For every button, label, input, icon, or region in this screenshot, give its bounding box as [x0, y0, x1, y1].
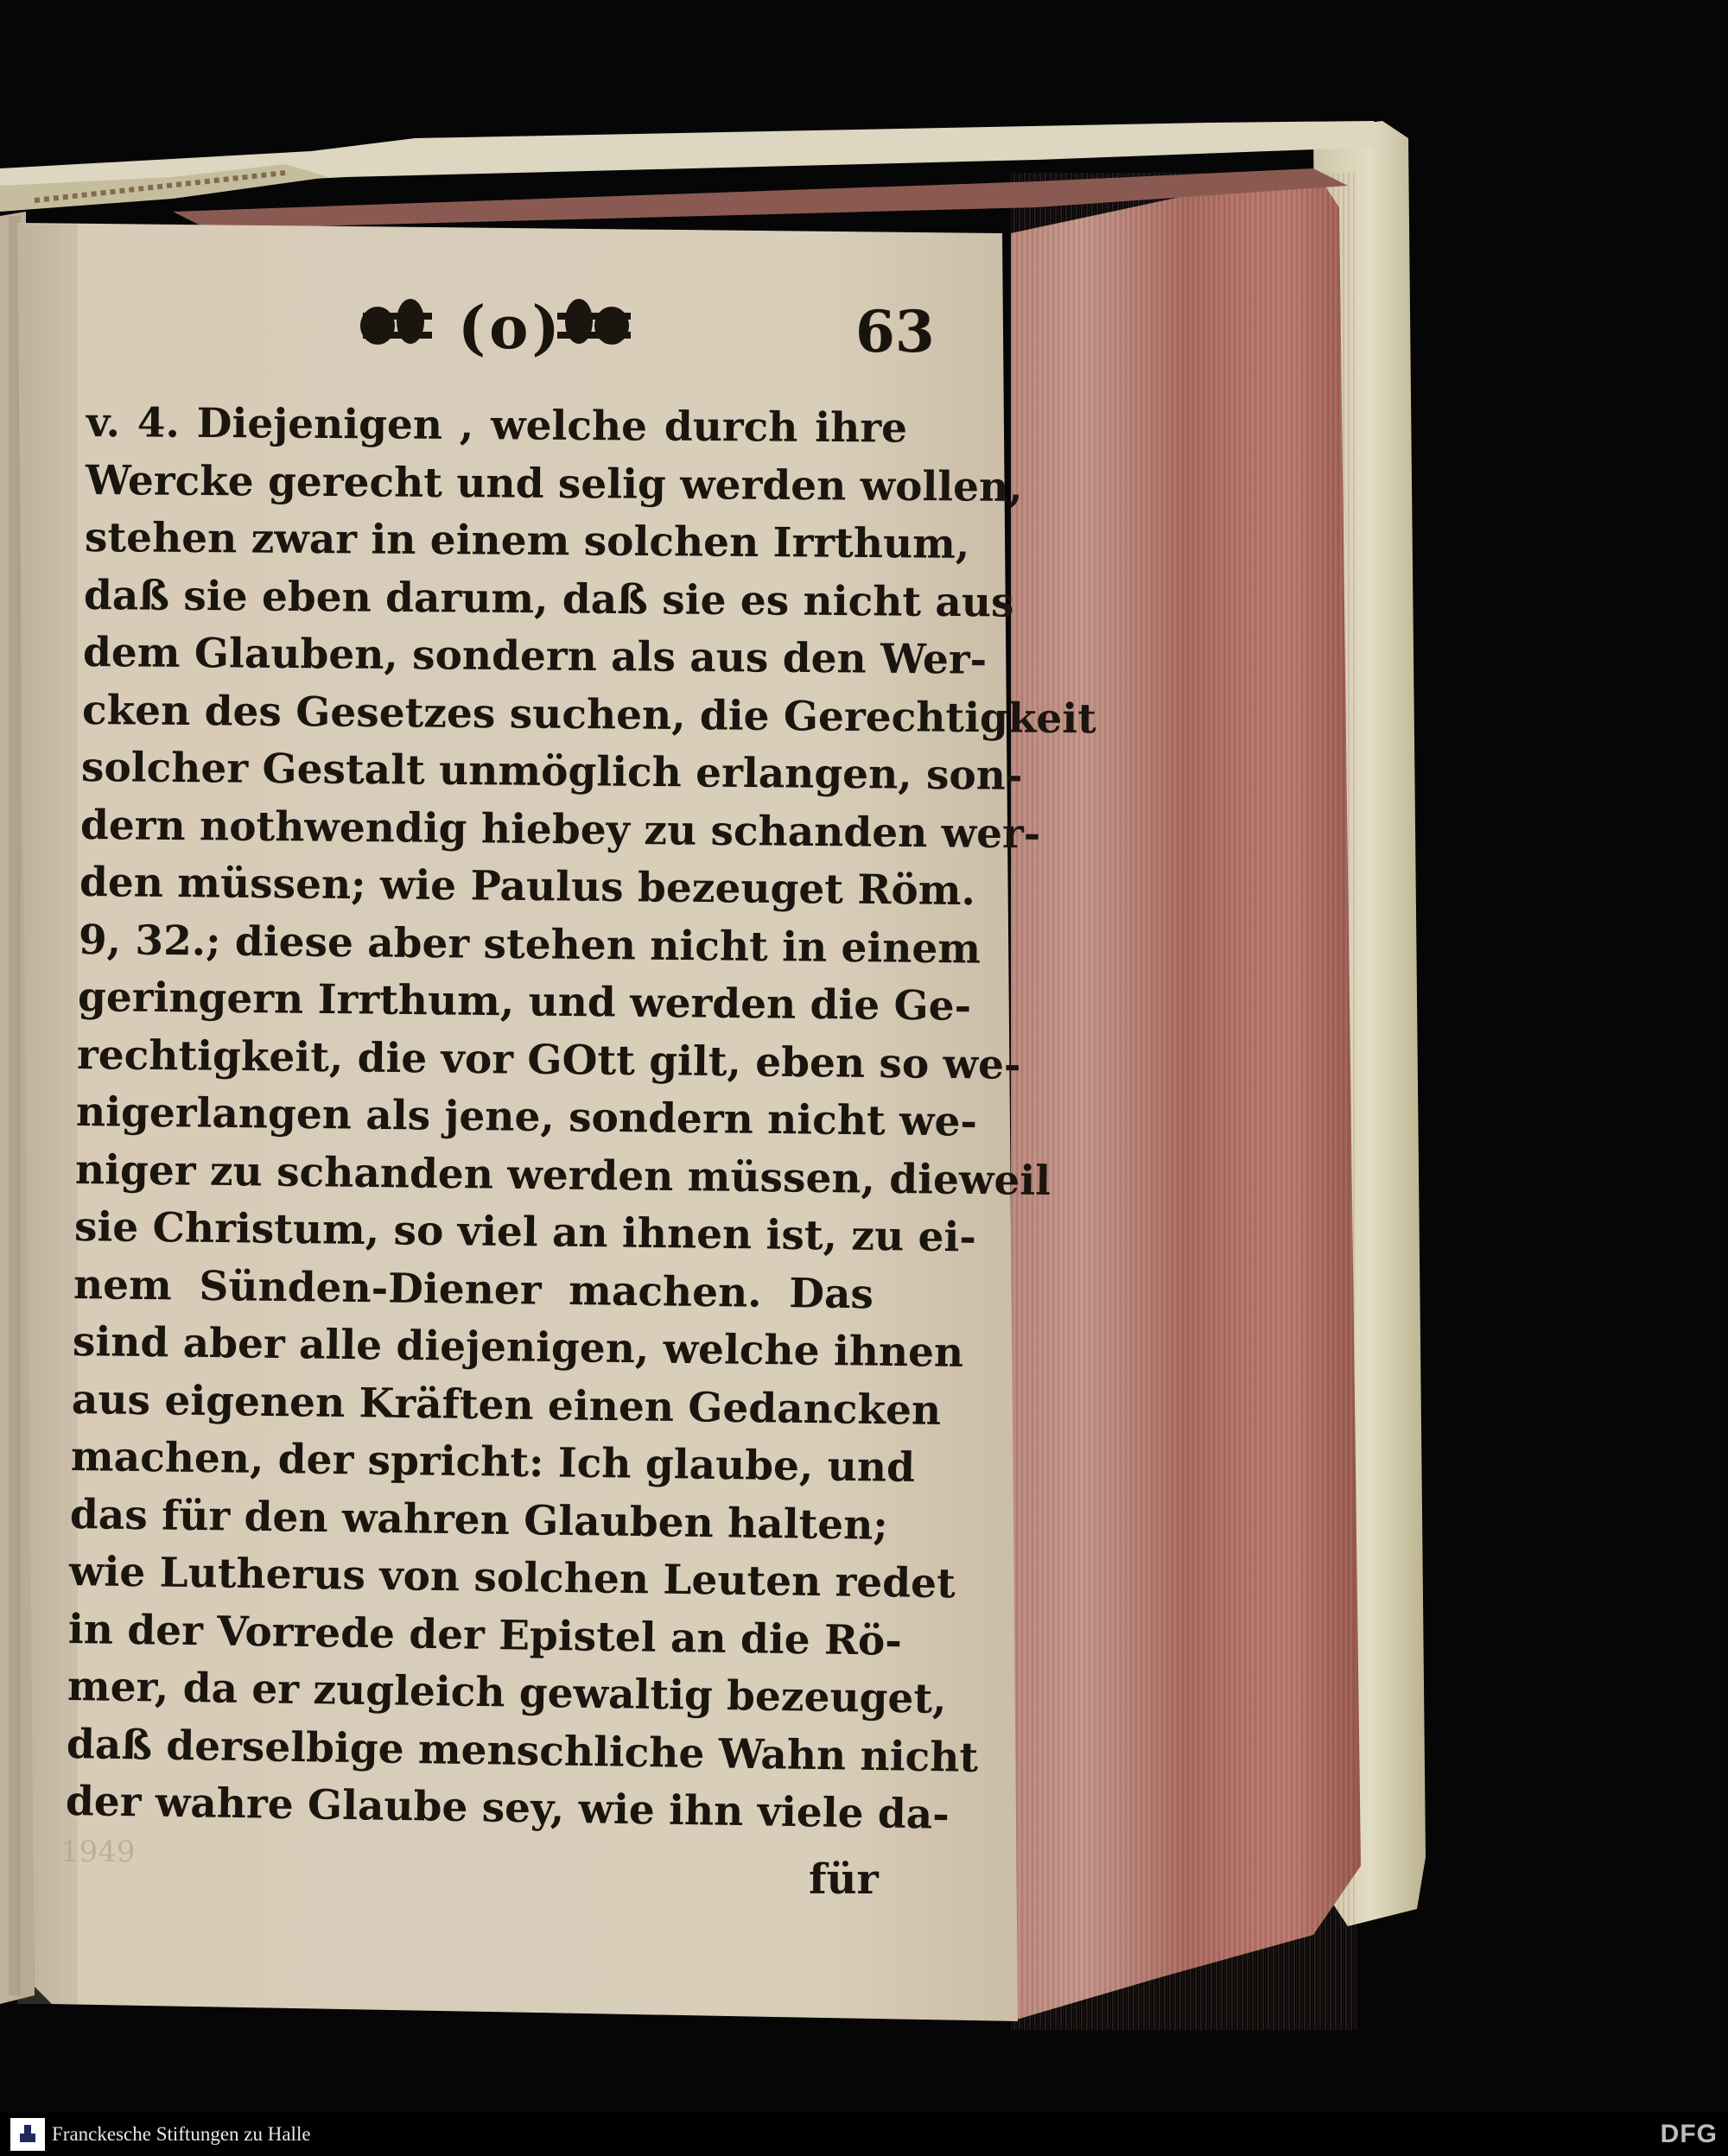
text-line: sind aber alle diejenigen, welche ihnen — [72, 1318, 964, 1377]
text-line: cken des Gesetzes suchen, die Gerechtigkeit — [81, 686, 1097, 743]
text-line: rechtigkeit, die vor GOtt gilt, eben so we- — [76, 1030, 1021, 1089]
text-line: in der Vorrede der Epistel an die Rö- — [67, 1605, 903, 1665]
franckesche-stiftungen-logo-icon — [10, 2118, 45, 2151]
text-line: machen, der spricht: Ich glaube, und — [70, 1433, 916, 1492]
text-line: solcher Gestalt unmöglich erlangen, son- — [80, 744, 1023, 800]
text-line: der wahre Glaube sey, wie ihn viele da- — [65, 1778, 950, 1839]
text-line: Wercke gerecht und selig werden wollen, — [85, 456, 1023, 511]
text-line: aus eigenen Kräften einen Gedancken — [71, 1375, 942, 1435]
text-line: daß derselbige menschliche Wahn nicht — [66, 1720, 979, 1782]
text-line: nigerlangen als jene, sondern nicht we- — [75, 1088, 978, 1146]
page-number: 63 — [855, 298, 935, 365]
text-line: mer, da er zugleich gewaltig bezeuget, — [67, 1663, 947, 1723]
text-line: v. 4. Diejenigen , welche durch ihre — [86, 399, 908, 453]
text-line: niger zu schanden werden müssen, dieweil — [74, 1145, 1051, 1205]
pencil-mark: 1949 — [60, 1835, 136, 1869]
footer-bar — [0, 2113, 1728, 2156]
text-line: dem Glauben, sondern als aus den Wer- — [82, 629, 988, 684]
text-line: sie Christum, so viel an ihnen ist, zu ei- — [73, 1203, 977, 1262]
text-line: den müssen; wie Paulus bezeuget Röm. — [79, 859, 976, 916]
text-line: geringern Irrthum, und werden die Ge- — [77, 973, 972, 1030]
text-line: das für den wahren Glauben halten; — [69, 1490, 889, 1550]
dfg-logo: DFG — [1660, 2120, 1718, 2148]
footer-institution-label: Franckesche Stiftungen zu Halle — [52, 2123, 311, 2145]
catchword: für — [809, 1855, 879, 1904]
text-line: stehen zwar in einem solchen Irrthum, — [84, 514, 970, 568]
running-title: (o) — [458, 294, 563, 363]
text-line: wie Lutherus von solchen Leuten redet — [68, 1548, 956, 1608]
text-line: dern nothwendig hiebey zu schanden wer- — [79, 801, 1041, 858]
text-line: daß sie eben darum, daß sie es nicht aus — [83, 571, 1014, 627]
text-line: 9, 32.; diese aber stehen nicht in einem — [78, 916, 982, 973]
text-line: nem Sünden-Diener machen. Das — [73, 1260, 874, 1318]
